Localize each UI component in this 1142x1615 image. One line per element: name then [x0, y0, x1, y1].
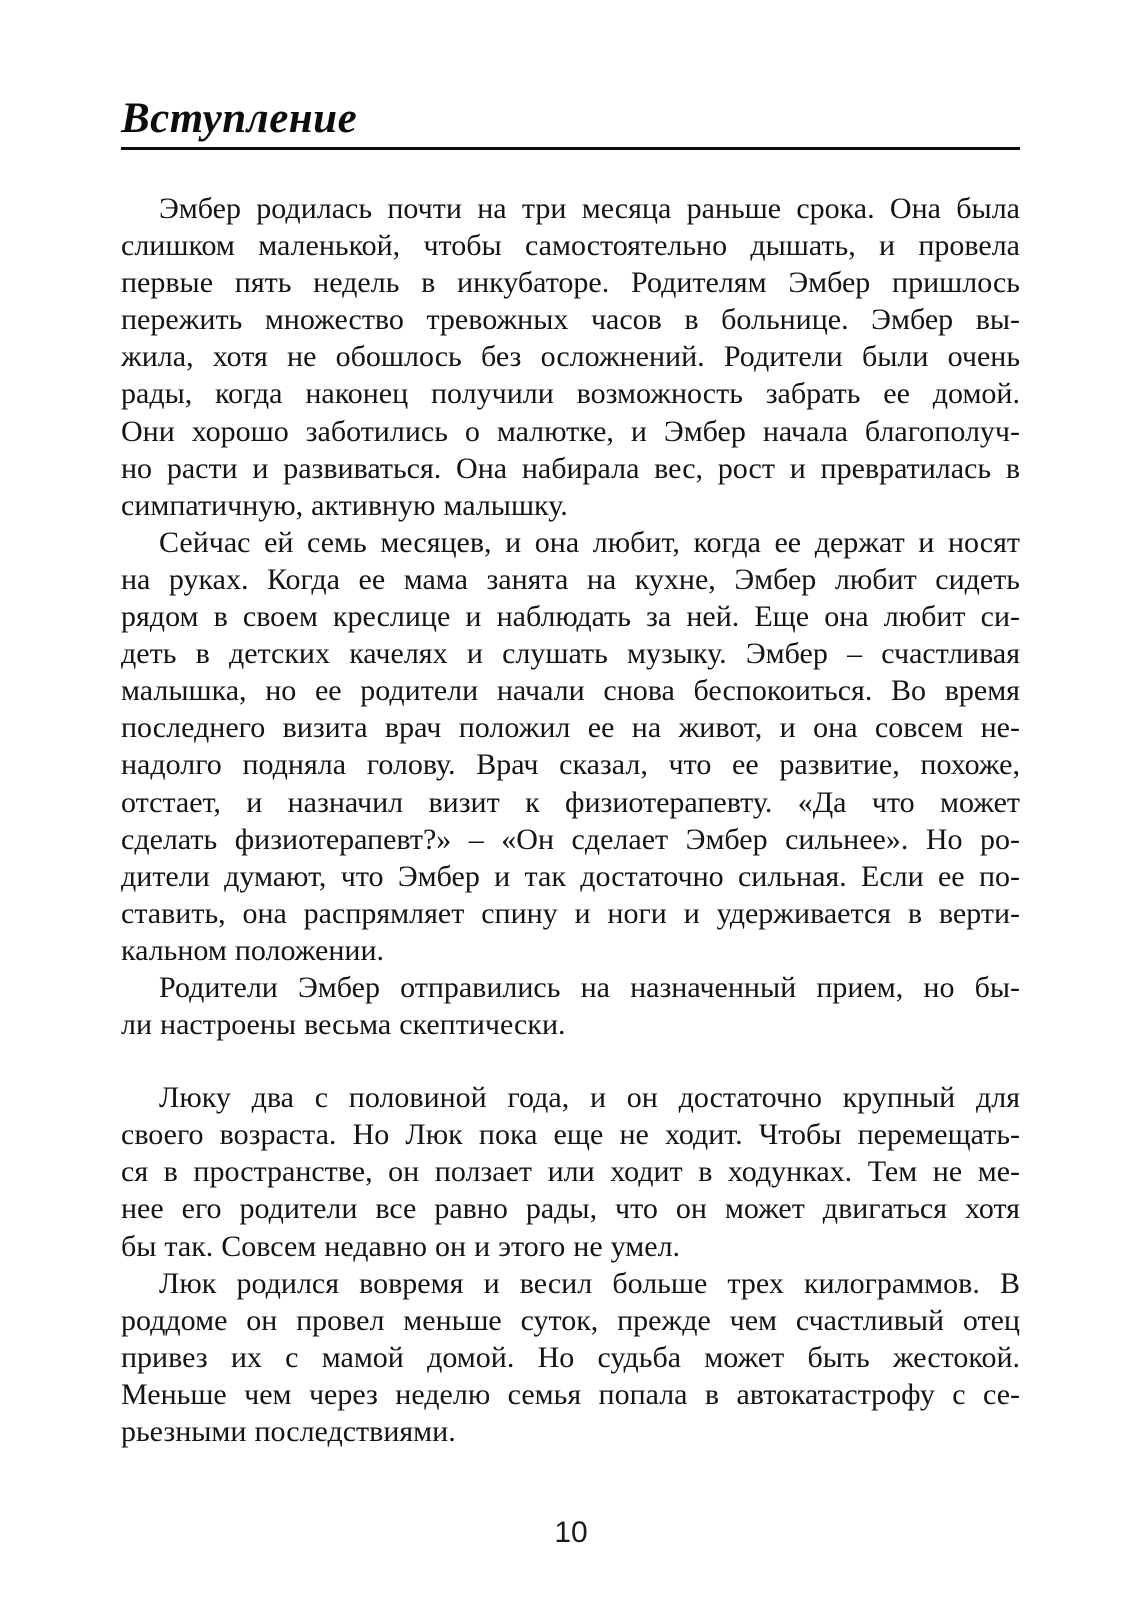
- text-line: рьезными последствиями.: [121, 1415, 456, 1448]
- text-line: рады, когда наконец получили возможность забрать ее домой.: [121, 377, 1020, 411]
- text-line: Люк родился вовремя и весил больше трех килограммов. В: [159, 1266, 1020, 1300]
- text-line: но расти и развиваться. Она набирала вес, рост и превратилась в: [121, 451, 1020, 485]
- text-line: нее его родители все равно рады, что он может двигаться хотя: [121, 1192, 1020, 1226]
- text-line: последнего визита врач положил ее на живот, и она совсем не-: [121, 711, 1020, 745]
- text-line: роддоме он провел меньше суток, прежде чем счастливый отец: [121, 1303, 1020, 1337]
- text-line: надолго подняла голову. Врач сказал, что ее развитие, похоже,: [121, 748, 1020, 782]
- paragraph: [121, 969, 1020, 1043]
- text-line: пережить множество тревожных часов в больнице. Эмбер вы-: [121, 303, 1020, 337]
- text-line: Родители Эмбер отправились на назначенный прием, но бы-: [159, 970, 1020, 1004]
- paragraph: [121, 1079, 1020, 1264]
- text-line: симпатичную, активную малышку.: [121, 488, 568, 522]
- text-line: первые пять недель в инкубаторе. Родителям Эмбер пришлось: [121, 266, 1020, 300]
- text-line: сделать физиотерапевт?» – «Он сделает Эмбер сильнее». Но ро-: [121, 822, 1020, 856]
- text-line: Они хорошо заботились о малютке, и Эмбер начала благополуч-: [121, 414, 1020, 448]
- text-line: ли настроены весьма скептически.: [121, 1008, 566, 1042]
- text-line: ся в пространстве, он ползает или ходит в ходунках. Тем не ме-: [121, 1155, 1020, 1189]
- text-line: своего возраста. Но Люк пока еще не ходит. Чтобы перемещать-: [121, 1118, 1020, 1152]
- text-line: слишком маленькой, чтобы самостоятельно дышать, и провела: [121, 229, 1020, 263]
- text-line: дители думают, что Эмбер и так достаточно сильная. Если ее по-: [121, 859, 1020, 893]
- text-line: жила, хотя не обошлось без осложнений. Родители были очень: [121, 340, 1020, 374]
- body-text: [121, 190, 1020, 1450]
- text-line: Люку два с половиной года, и он достаточно крупный для: [159, 1081, 1020, 1115]
- text-line: рядом в своем креслице и наблюдать за ней. Еще она любит си-: [121, 600, 1020, 634]
- page-content: [121, 94, 1020, 1450]
- text-line: малышка, но ее родители начали снова беспокоиться. Во время: [121, 674, 1020, 708]
- page-number: 10: [554, 1516, 588, 1549]
- text-line: деть в детских качелях и слушать музыку. Эмбер – счастливая: [121, 637, 1020, 671]
- text-line: ставить, она распрямляет спину и ноги и удерживается в верти-: [121, 896, 1020, 930]
- chapter-title: Вступление: [121, 95, 358, 142]
- text-line: на руках. Когда ее мама занята на кухне, Эмбер любит сидеть: [121, 562, 1020, 596]
- page-footer: [0, 1516, 1142, 1550]
- text-line: отстает, и назначил визит к физиотерапевту. «Да что может: [121, 785, 1020, 819]
- text-line: Меньше чем через неделю семья попала в автокатастрофу с се-: [121, 1377, 1020, 1411]
- paragraph: [121, 190, 1020, 524]
- text-line: привез их с мамой домой. Но судьба может быть жестокой.: [121, 1340, 1020, 1374]
- text-line: бы так. Совсем недавно он и этого не умел.: [121, 1229, 681, 1263]
- paragraph: [121, 524, 1020, 969]
- paragraph: [121, 1265, 1020, 1450]
- text-line: Сейчас ей семь месяцев, и она любит, когда ее держат и носят: [159, 525, 1020, 559]
- text-line: Эмбер родилась почти на три месяца раньше срока. Она была: [159, 192, 1020, 225]
- title-rule: [121, 147, 1020, 150]
- text-line: кальном положении.: [121, 933, 385, 967]
